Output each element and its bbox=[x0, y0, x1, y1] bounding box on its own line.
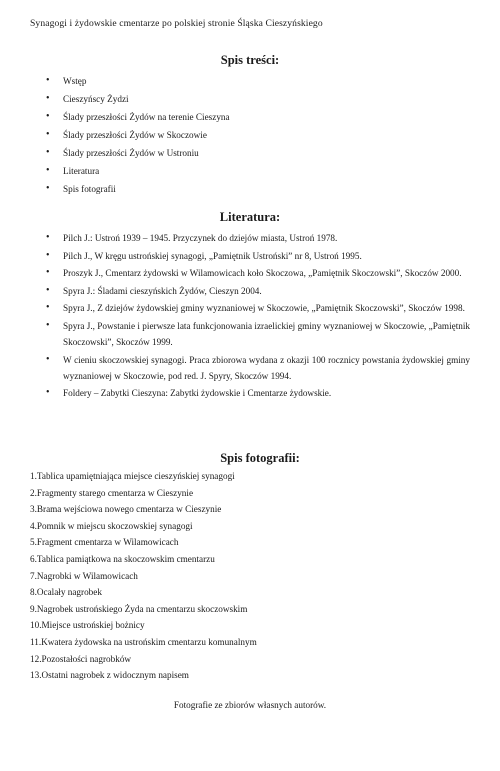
document-header: Synagogi i żydowskie cmentarze po polskiej stronie Śląska Cieszyńskiego bbox=[30, 18, 323, 29]
toc-item: • Cieszyńscy Żydzi bbox=[46, 90, 466, 108]
photo-item: 13.Ostatni nagrobek z widocznym napisem bbox=[30, 670, 189, 681]
photo-item: 12.Pozostałości nagrobków bbox=[30, 653, 132, 664]
literature-item: • W cieniu skoczowskiej synagogi. Praca zbiorowa wydana z okazji 100 rocznicy powstania żydowskiej gminy wyznaniowej w Skoczowie, pod red. J. Spyry, Skoczów 1994. bbox=[46, 352, 470, 384]
photo-item: 9.Nagrobek ustrońskiego Żyda na cmentarzu skoczowskim bbox=[30, 603, 248, 614]
photo-item: 6.Tablica pamiątkowa na skoczowskim cmentarzu bbox=[30, 553, 215, 564]
toc-item: • Spis fotografii bbox=[46, 180, 466, 198]
photo-item: 1.Tablica upamiętniająca miejsce cieszyńskiej synagogi bbox=[30, 471, 235, 481]
toc-item: • Wstęp bbox=[46, 72, 466, 90]
toc-list bbox=[46, 72, 466, 198]
literature-item: • Spyra J.: Śladami cieszyńskich Żydów, Cieszyn 2004. bbox=[46, 283, 470, 299]
photo-item: 3.Brama wejściowa nowego cmentarza w Cieszynie bbox=[30, 504, 222, 515]
toc-item: • Ślady przeszłości Żydów w Skoczowie bbox=[46, 126, 466, 144]
photo-item: 4.Pomnik w miejscu skoczowskiej synagogi bbox=[30, 520, 193, 531]
literature-item: • Pilch J., W kręgu ustrońskiej synagogi, „Pamiętnik Ustroński” nr 8, Ustroń 1995. bbox=[46, 248, 470, 264]
photo-item: 5.Fragment cmentarza w Wilamowicach bbox=[30, 537, 179, 548]
photo-item: 10.Miejsce ustrońskiej bożnicy bbox=[30, 620, 145, 631]
photo-item: 7.Nagrobki w Wilamowicach bbox=[30, 570, 138, 581]
photo-item: 11.Kwatera żydowska na ustrońskim cmentarzu komunalnym bbox=[30, 636, 257, 647]
toc-title: Spis treści: bbox=[220, 53, 280, 67]
photos-list bbox=[30, 468, 450, 684]
literature-title: Literatura: bbox=[219, 210, 281, 224]
photos-title: Spis fotografii: bbox=[220, 451, 300, 465]
literature-item: • Proszyk J., Cmentarz żydowski w Wilamowicach koło Skoczowa, „Pamiętnik Skoczowski”, Skoczów 2000. bbox=[46, 265, 470, 281]
literature-list bbox=[46, 230, 470, 403]
photo-item: 8.Ocalały nagrobek bbox=[30, 587, 102, 598]
toc-item: • Ślady przeszłości Żydów w Ustroniu bbox=[46, 144, 466, 162]
photos-credit: Fotografie ze zbiorów własnych autorów. bbox=[173, 700, 327, 710]
literature-item: • Pilch J.: Ustroń 1939 – 1945. Przyczynek do dziejów miasta, Ustroń 1978. bbox=[46, 230, 470, 246]
literature-item: • Foldery – Zabytki Cieszyna: Zabytki żydowskie i Cmentarze żydowskie. bbox=[46, 385, 470, 401]
literature-item: • Spyra J., Powstanie i pierwsze lata funkcjonowania izraelickiej gminy wyznaniowej w Skoczowie, „Pamiętnik Skoczowski”, Skoczów 1999. bbox=[46, 318, 470, 350]
toc-item: • Ślady przeszłości Żydów na terenie Cieszyna bbox=[46, 108, 466, 126]
photo-item: 2.Fragmenty starego cmentarza w Cieszynie bbox=[30, 487, 194, 498]
toc-item: • Literatura bbox=[46, 162, 466, 180]
literature-item: • Spyra J., Z dziejów żydowskiej gminy wyznaniowej w Skoczowie, „Pamiętnik Skoczowski”, Skoczów 1998. bbox=[46, 300, 470, 316]
